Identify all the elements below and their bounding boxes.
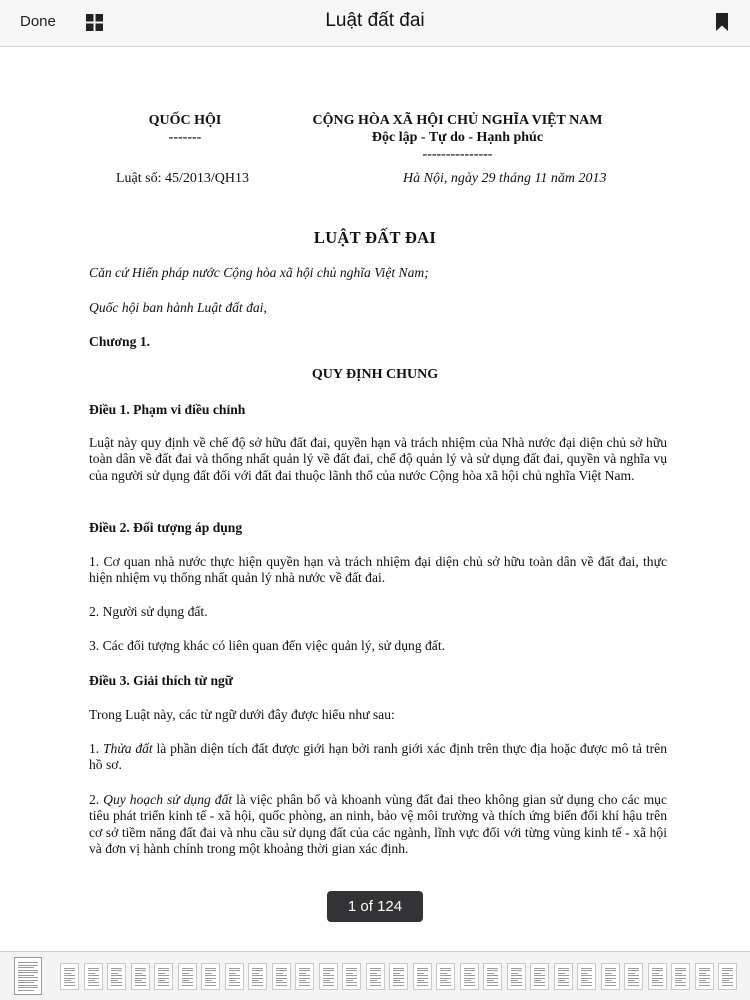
article-3-heading: Điều 3. Giải thích từ ngữ	[89, 673, 233, 688]
thumbnail-page[interactable]	[178, 963, 197, 990]
article-3-intro: Trong Luật này, các từ ngữ dưới đây được hiểu như sau:	[89, 707, 395, 722]
issuer-header	[120, 112, 250, 146]
thumbnail-page[interactable]	[718, 963, 737, 990]
preamble-enactment: Quốc hội ban hành Luật đất đai,	[89, 300, 267, 315]
done-button[interactable]: Done	[20, 13, 56, 30]
thumbnail-page[interactable]	[154, 963, 173, 990]
issuer-name: QUỐC HỘI	[148, 113, 222, 128]
article-3-item-2	[89, 792, 667, 857]
document-title: Luật đất đai	[325, 10, 425, 31]
thumbnail-page[interactable]	[60, 963, 79, 990]
article-2-item-1: 1. Cơ quan nhà nước thực hiện quyền hạn và trách nhiệm đại diện chủ sở hữu toàn dân về đất đai, thực hiện nhiệm vụ thống nhất quản lý nhà nước về đất đai.	[89, 554, 667, 586]
chapter-label: Chương 1.	[89, 334, 151, 349]
bookmark-icon[interactable]	[716, 13, 728, 31]
thumbnail-page[interactable]	[554, 963, 573, 990]
thumbnail-page[interactable]	[107, 963, 126, 990]
item-number: 1.	[89, 741, 103, 756]
thumbnail-page[interactable]	[577, 963, 596, 990]
thumbnail-page[interactable]	[225, 963, 244, 990]
thumbnail-page[interactable]	[413, 963, 432, 990]
thumbnail-page[interactable]	[366, 963, 385, 990]
thumbnail-page[interactable]	[436, 963, 455, 990]
article-1-heading: Điều 1. Phạm vi điều chỉnh	[89, 402, 246, 417]
law-title: LUẬT ĐẤT ĐAI	[313, 228, 437, 247]
thumbnail-page[interactable]	[507, 963, 526, 990]
thumbnail-page[interactable]	[295, 963, 314, 990]
chapter-title: QUY ĐỊNH CHUNG	[311, 367, 439, 382]
thumbnail-page[interactable]	[272, 963, 291, 990]
preamble-basis: Căn cứ Hiến pháp nước Cộng hòa xã hội chủ nghĩa Việt Nam;	[89, 265, 429, 280]
document-page[interactable]	[0, 47, 750, 950]
article-3-item-1	[89, 741, 667, 774]
thumbnail-page[interactable]	[248, 963, 267, 990]
navigation-bar	[0, 0, 750, 47]
thumbnail-page[interactable]	[671, 963, 690, 990]
thumbnail-page[interactable]	[648, 963, 667, 990]
motto-rule: ---------------	[422, 147, 493, 162]
definition-text: là phần diện tích đất được giới hạn bởi ranh giới xác định trên thực địa hoặc được mô tả trên hồ sơ.	[89, 741, 667, 773]
thumbnail-page[interactable]	[695, 963, 714, 990]
defined-term: Thửa đất	[102, 741, 153, 756]
thumbnail-page[interactable]	[201, 963, 220, 990]
page-indicator: 1 of 124	[327, 891, 423, 922]
thumbnail-strip[interactable]	[0, 951, 750, 1000]
thumbnail-current-page[interactable]	[14, 957, 42, 995]
national-motto: Độc lập - Tự do - Hạnh phúc	[371, 130, 544, 145]
national-header	[285, 112, 630, 163]
thumbnail-page[interactable]	[483, 963, 502, 990]
defined-term: Quy hoạch sử dụng đất	[103, 792, 233, 807]
article-1-text: Luật này quy định về chế độ sở hữu đất đai, quyền hạn và trách nhiệm của Nhà nước đại diện chủ sở hữu toàn dân về đất đai và thống nhất quản lý về đất đai, chế độ quản lý và sử dụng đất đai, quyền và nghĩa vụ của người sử dụng đất đối với đất đai thuộc lãnh thổ của nước Cộng hòa xã hội chủ nghĩa Việt Nam.	[89, 435, 667, 483]
thumbnail-page[interactable]	[530, 963, 549, 990]
place-date: Hà Nội, ngày 29 tháng 11 năm 2013	[403, 171, 607, 186]
item-number: 2.	[89, 792, 104, 807]
article-2-heading: Điều 2. Đối tượng áp dụng	[89, 520, 243, 535]
definition-text: là việc phân bổ và khoanh vùng đất đai theo không gian sử dụng cho các mục tiêu phát triển kinh tế - xã hội, quốc phòng, an ninh, bảo vệ môi trường và thích ứng biến đổi khí hậu trên cơ sở tiềm năng đất đai và nhu cầu sử dụng đất của các ngành, lĩnh vực đối với từng vùng kinh tế - xã hội và đơn vị hành chính trong một khoảng thời gian xác định.	[89, 792, 668, 856]
grid-icon[interactable]	[86, 14, 103, 31]
thumbnail-page[interactable]	[84, 963, 103, 990]
thumbnail-page[interactable]	[342, 963, 361, 990]
issuer-rule: -------	[168, 130, 202, 145]
law-number: Luật số: 45/2013/QH13	[116, 171, 249, 186]
thumbnail-page[interactable]	[601, 963, 620, 990]
article-2-item-2: 2. Người sử dụng đất.	[89, 604, 208, 619]
thumbnail-page[interactable]	[389, 963, 408, 990]
thumbnail-page[interactable]	[460, 963, 479, 990]
thumbnail-page[interactable]	[131, 963, 150, 990]
article-2-item-3: 3. Các đối tượng khác có liên quan đến việc quản lý, sử dụng đất.	[89, 638, 446, 653]
country-name: CỘNG HÒA XÃ HỘI CHỦ NGHĨA VIỆT NAM	[312, 113, 603, 128]
thumbnail-page[interactable]	[624, 963, 643, 990]
thumbnail-page[interactable]	[319, 963, 338, 990]
